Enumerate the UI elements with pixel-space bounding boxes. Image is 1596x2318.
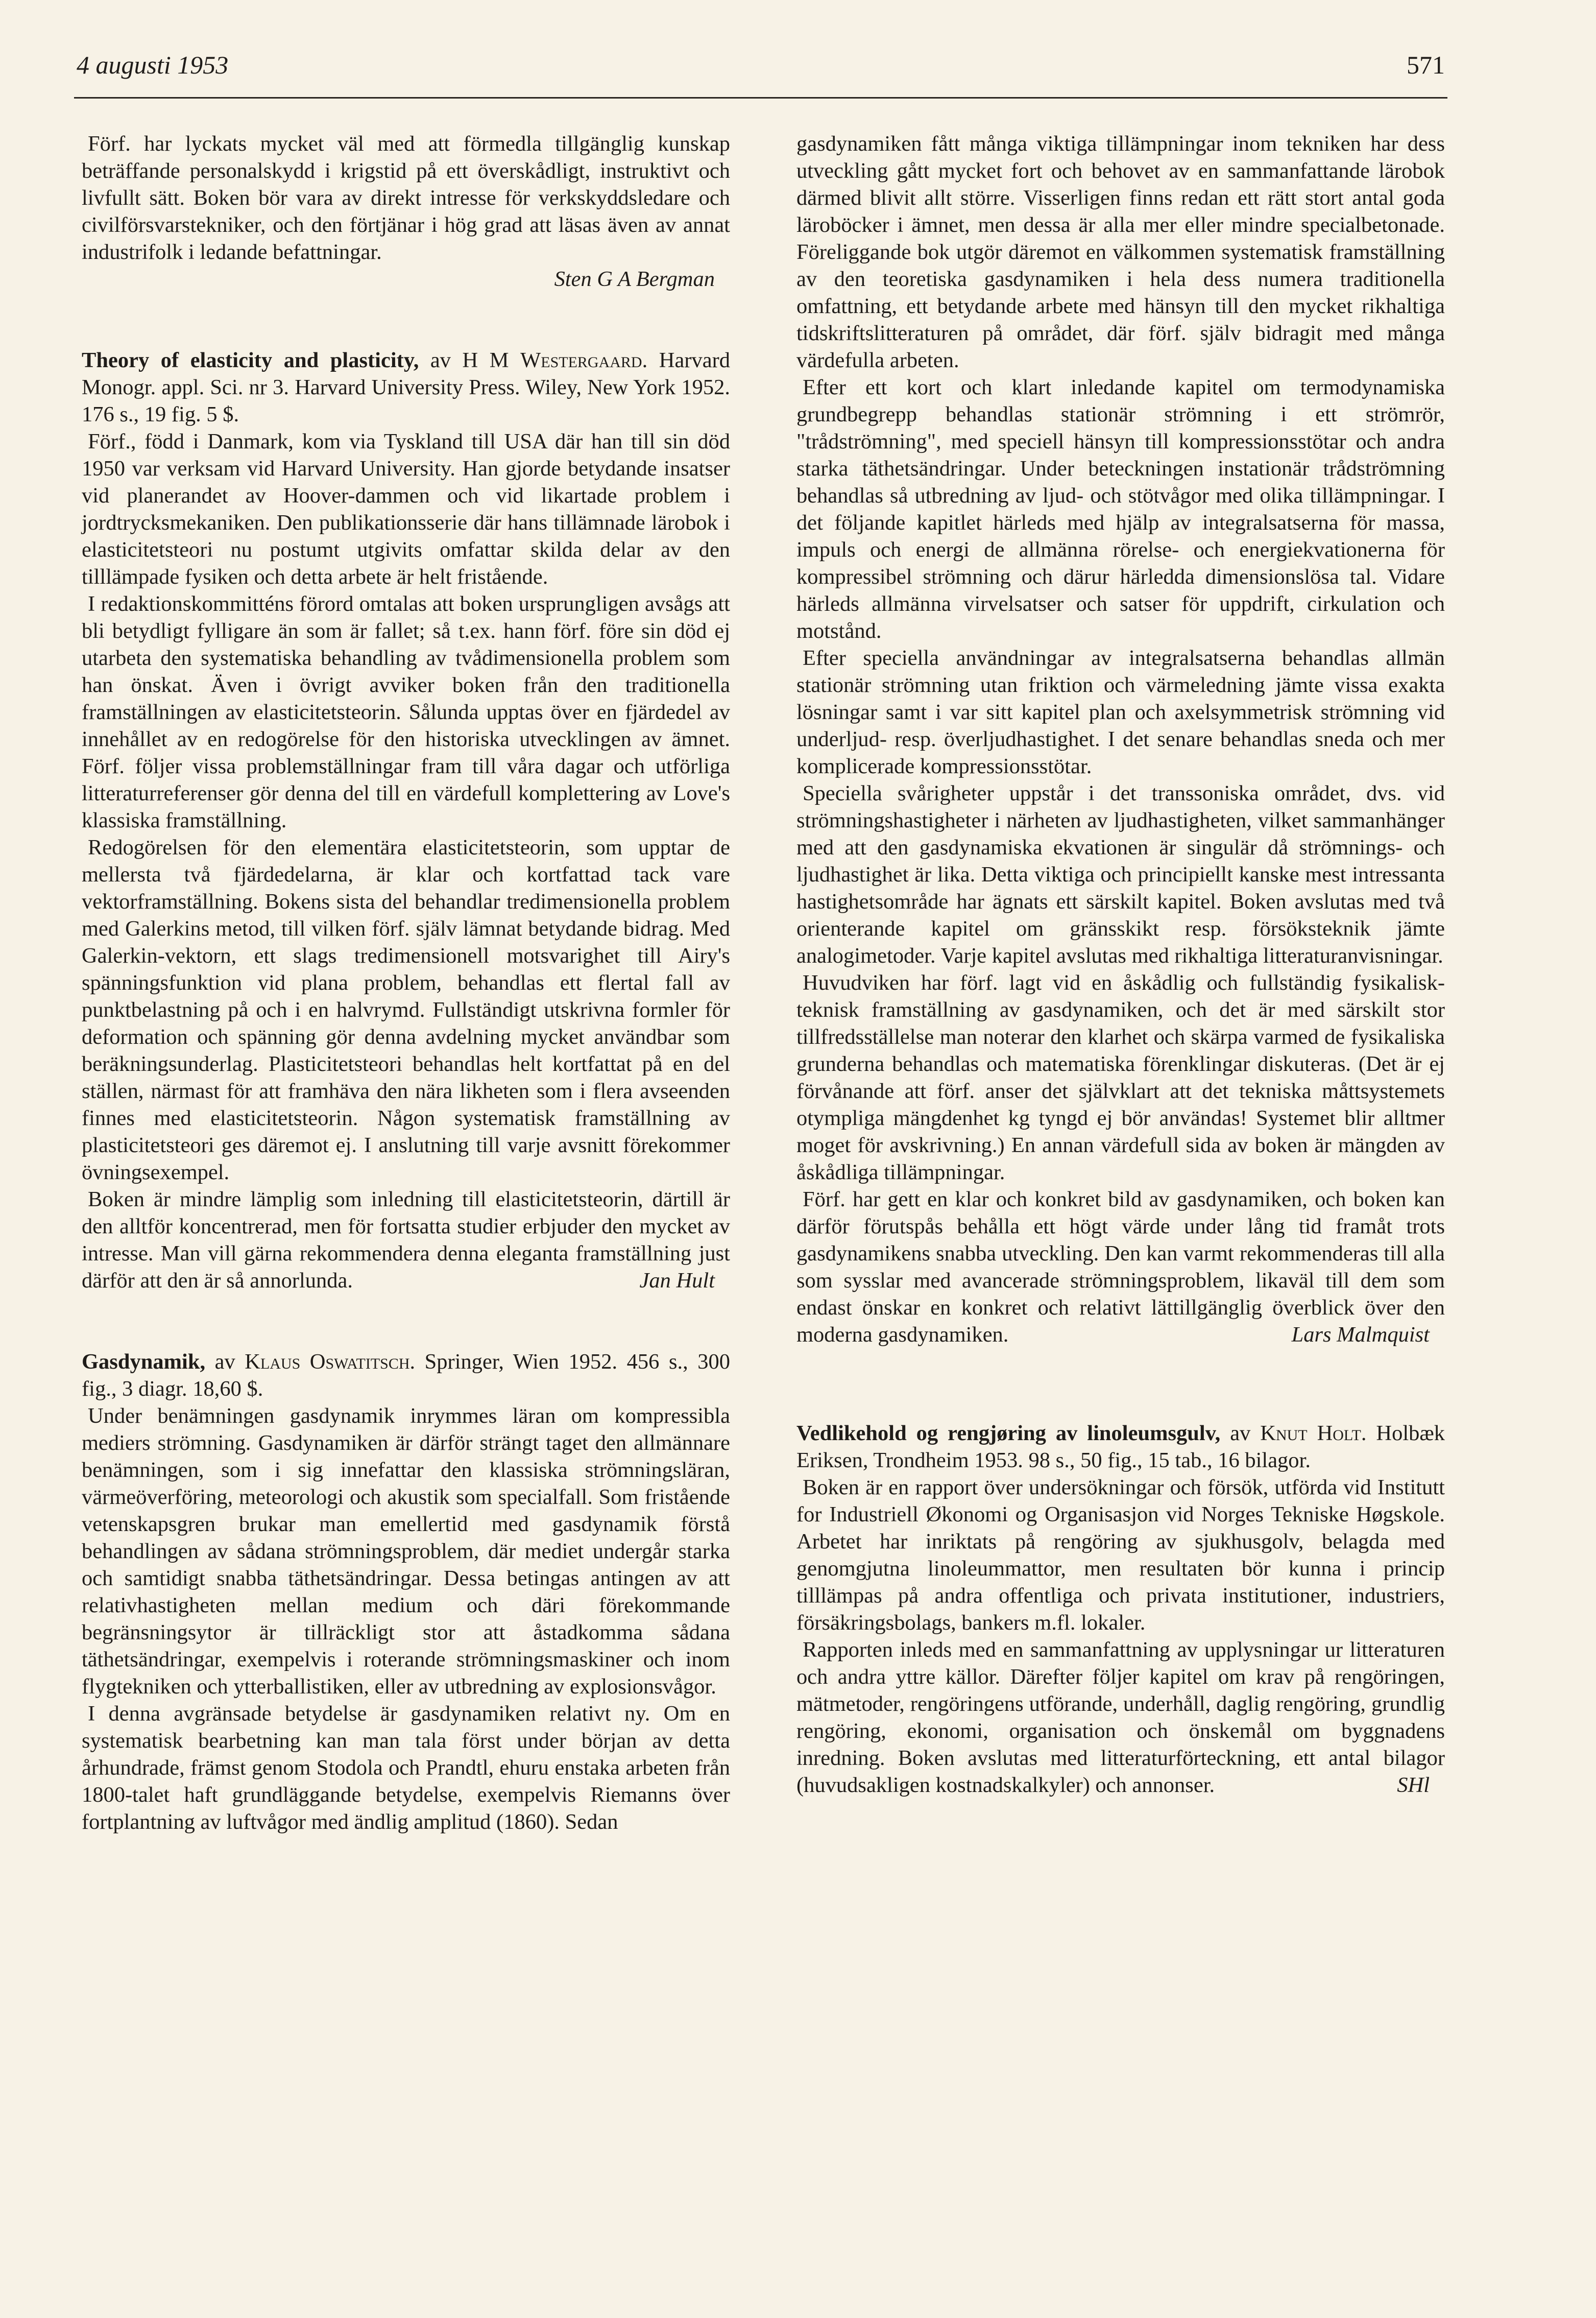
review-gasdynamik-continued	[796, 130, 1445, 1348]
header-rule	[74, 97, 1447, 99]
left-column	[82, 130, 730, 1835]
reviewer-signature: Lars Malmquist	[1291, 1323, 1430, 1347]
spacer	[82, 1294, 730, 1348]
book-title: Theory of elasticity and plasticity,	[82, 348, 419, 372]
publication-details: Holbæk Eriksen, Trondheim 1953. 98 s., 50 fig., 15 tab., 16 bilagor.	[796, 1421, 1445, 1472]
book-title: Gasdynamik,	[82, 1350, 206, 1374]
review-paragraph: Förf., född i Danmark, kom via Tyskland till USA där han till sin död 1950 var verksam vid Harvard University. Han gjorde betydande insatser vid planerandet av Hoover-dammen och vid likartade problem i jordtrycksmekaniken. Den publikationsserie där hans tillämnade lärobok i elasticitetsteori nu postumt utgivits omfattar skilda delar av den tilllämpade fysiken och detta arbete är helt fristående.	[82, 429, 730, 589]
spacer	[82, 293, 730, 347]
review-paragraph	[82, 1186, 730, 1294]
review-paragraph: I denna avgränsade betydelse är gasdynamiken relativt ny. Om en systematisk bearbetning kan man tala först under början av detta århundrade, främst genom Stodola och Prandtl, ehuru enstaka arbeten från 1800-talet haft grundläggande betydelse, exempelvis Riemanns över fortplantning av luftvågor med ändlig amplitud (1860). Sedan	[82, 1702, 730, 1834]
review-paragraph-text: Boken är mindre lämplig som inledning till elasticitetsteorin, därtill är den alltför koncentrerad, men för fortsatta studier erbjuder den mycket av intresse. Man vill gärna rekommendera denna eleganta framställning just därför att den är så annorlunda.	[82, 1187, 730, 1293]
book-author: Westergaard.	[520, 348, 648, 372]
reviewer-signature: Sten G A Bergman	[554, 267, 715, 291]
review-heading	[82, 1348, 730, 1402]
review-paragraph: Efter speciella användningar av integralsatserna behandlas allmän stationär strömning utan friktion och värmeledning jämte vissa exakta lösningar samt i var sitt kapitel plan och axelsymmetrisk strömning vid underljud- resp. överljudhastighet. I det senare behandlas sneda och mer komplicerade kompressionsstötar.	[796, 646, 1445, 778]
review-paragraph: Efter ett kort och klart inledande kapitel om termodynamiska grundbegrepp behandlas stationär strömning i ett strömrör, "trådströmning", med speciell hänsyn till kompressionsstötar och andra starka täthetsändringar. Under beteckningen instationär trådströmning behandlas så utbredning av ljud- och stötvågor med olika tillämpningar. I det följande kapitlet härleds med hjälp av integralsatserna för massa, impuls och energi de allmänna rörelse- och energiekvationerna för kompressibel strömning och därur härledda dimensionslösa tal. Vidare härleds allmänna virvelsatser och satser för uppdrift, cirkulation och motstånd.	[796, 375, 1445, 643]
by-label: av H M	[430, 348, 509, 372]
book-title: Vedlikehold og rengjøring av linoleumsgulv,	[796, 1421, 1221, 1445]
right-column	[796, 130, 1445, 1799]
publication-details: Springer, Wien 1952. 456 s., 300 fig., 3 diagr. 18,60 $.	[82, 1350, 730, 1401]
review-paragraph: Under benämningen gasdynamik inrymmes läran om kompressibla mediers strömning. Gasdynamiken är därför strängt taget den allmännare benämningen, som i sig innefattar den klassiska strömningsläran, värmeöverföring, meteorologi och akustik som specialfall. Som fristående vetenskapsgren brukar man emellertid med gasdynamik förstå behandlingen av sådana strömningsproblem, där mediet undergår starka och samtidigt snabba täthetsändringar. Dessa betingas antingen av att relativhastigheten mellan medium och däri förekommande begränsningsytor är tillräckligt stor att åstadkomma sådana täthetsändringar, exempelvis i roterande strömningsmaskiner och inom flygtekniken och ytterballistiken, eller av utbredning av explosionsvågor.	[82, 1404, 730, 1699]
page-header	[77, 50, 1445, 91]
review-paragraph: I redaktionskommitténs förord omtalas att boken ursprungligen avsågs att bli betydligt fylligare än som är fallet; så t.ex. hann förf. före sin död ej utarbeta den systematiska behandling av tvådimensionella problem som han önskat. Även i övrigt avviker boken från den traditionella framställningen av elasticitetsteorin. Sålunda upptas över en fjärdedel av innehållet av en redogörelse för den historiska utvecklingen av ämnet. Förf. följer vissa problemställningar fram till våra dagar och utförliga litteraturreferenser gör denna del till en värdefull komplettering av Love's klassiska framställning.	[82, 592, 730, 832]
reviewer-signature: SHl	[1397, 1773, 1430, 1797]
review-paragraph: gasdynamiken fått många viktiga tillämpningar inom tekniken har dess utveckling gått mycket fort och behovet av en sammanfattande lärobok därmed blivit allt större. Visserligen finns redan ett rätt stort antal goda läroböcker i ämnet, men dessa är alla mer eller mindre specialbetonade. Föreliggande bok utgör däremot en välkommen systematisk framställning av den teoretiska gasdynamiken i hela dess numera traditionella omfattning, ett betydande arbete med hänsyn till den mycket rikhaltiga tidskriftslitteraturen på området, där förf. själv bidragit med många värdefulla arbeten.	[796, 132, 1445, 372]
spacer	[796, 1348, 1445, 1420]
by-label: av	[1230, 1421, 1251, 1445]
publication-details: Harvard Monogr. appl. Sci. nr 3. Harvard University Press. Wiley, New York 1952. 176 s., 19 fig. 5 $.	[82, 348, 731, 426]
review-paragraph	[796, 1186, 1445, 1348]
review-paragraph-text: Förf. har gett en klar och konkret bild av gasdynamiken, och boken kan därför förutspås behålla ett högt värde under lång tid framåt trots gasdynamikens snabba utveckling. Den kan varmt rekommenderas till alla som sysslar med avancerade strömningsproblem, likaväl till dem som endast önskar en konkret och relativt lättillgänglig överblick över den moderna gasdynamiken.	[796, 1187, 1445, 1347]
review-personalskydd-end	[82, 130, 730, 293]
book-author: Klaus Oswatitsch.	[245, 1350, 416, 1374]
review-paragraph: Redogörelsen för den elementära elasticitetsteorin, som upptar de mellersta två fjärdedelarna, är klar och kortfattad tack vare vektorframställning. Bokens sista del behandlar tredimensionella problem med Galerkins metod, till vilken förf. själv lämnat betydande bidrag. Med Galerkin-vektorn, ett slags tredimensionell motsvarighet till Airy's spänningsfunktion vid plana problem, behandlas ett flertal fall av punktbelastning på och i en halvrymd. Fullständigt utskrivna formler för deformation och spänning gör denna avdelning mycket användbar som beräkningsunderlag. Plasticitetsteori behandlas helt kortfattat på en del ställen, närmast för att framhäva den nära likheten som i flera avseenden finnes med elasticitetsteorin. Någon systematisk framställning av plasticitetsteori ges däremot ej. I anslutning till varje avsnitt förekommer övningsexempel.	[82, 835, 730, 1184]
review-paragraph	[796, 1636, 1445, 1799]
reviewer-signature: Jan Hult	[639, 1269, 715, 1293]
review-linoleumsgulv	[796, 1420, 1445, 1799]
review-gasdynamik	[82, 1348, 730, 1835]
review-paragraph-text: Rapporten inleds med en sammanfattning av upplysningar ur litteraturen och andra yttre källor. Därefter följer kapitel om krav på rengöringen, mätmetoder, rengöringens utförande, underhåll, daglig rengöring, grundlig rengöring, ekonomi, organisation och önskemål om byggnadens inredning. Boken avslutas med litteraturförteckning, ett antal bilagor (huvudsakligen kostnadskalkyler) och annonser.	[796, 1638, 1445, 1797]
review-paragraph: Huvudviken har förf. lagt vid en åskådlig och fullständig fysikalisk-teknisk framställning av gasdynamiken, och det är med särskilt stor tillfredsställelse man noterar den klarhet och skärpa varmed de fysikaliska grunderna behandlas och matematiska förenklingar diskuteras. (Det är ej förvånande att förf. anser det självklart att det tekniska måttsystemets otympliga mängdenhet kg tyngd ej bör användas! Systemet blir alltmer moget för avskrivning.) En annan värdefull sida av boken är mängden av åskådliga tillämpningar.	[796, 971, 1445, 1184]
review-theory-of-elasticity	[82, 347, 730, 1294]
by-label: av	[214, 1350, 235, 1374]
book-author: Knut Holt.	[1260, 1421, 1367, 1445]
review-paragraph: Boken är en rapport över undersökningar och försök, utförda vid Institutt for Industriell Økonomi og Organisasjon vid Norges Tekniske Høgskole. Arbetet har inriktats på rengöring av sjukhusgolv, belagda med genomgjutna linoleummattor, men resultaten bör kunna i princip tilllämpas på andra offentliga och privata institutioner, industriers, försäkringsbolags, bankers m.fl. lokaler.	[796, 1475, 1445, 1635]
review-heading	[796, 1420, 1445, 1474]
review-heading	[82, 347, 730, 428]
review-paragraph: Speciella svårigheter uppstår i det transsoniska området, dvs. vid strömningshastigheter i närheten av ljudhastigheten, vilket sammanhänger med att den gasdynamiska ekvationen är singulär då strömnings- och ljudhastighet är lika. Detta viktiga och principiellt kanske mest intressanta hastighetsområde har ägnats ett särskilt kapitel. Boken avslutas med två orienterande kapitel om gränsskikt resp. försöksteknik jämte analogimetoder. Varje kapitel avslutas med rikhaltiga litteraturanvisningar.	[796, 781, 1445, 968]
page-number: 571	[1407, 51, 1445, 79]
review-paragraph: Förf. har lyckats mycket väl med att förmedla tillgänglig kunskap beträffande personalskydd i krigstid på ett överskådligt, instruktivt och livfullt sätt. Boken bör vara av direkt intresse för verkskyddsledare och civilförsvarstekniker, och den förtjänar i hög grad att läsas även av annat industrifolk i ledande befattningar.	[82, 132, 730, 264]
issue-date: 4 augusti 1953	[77, 51, 229, 79]
